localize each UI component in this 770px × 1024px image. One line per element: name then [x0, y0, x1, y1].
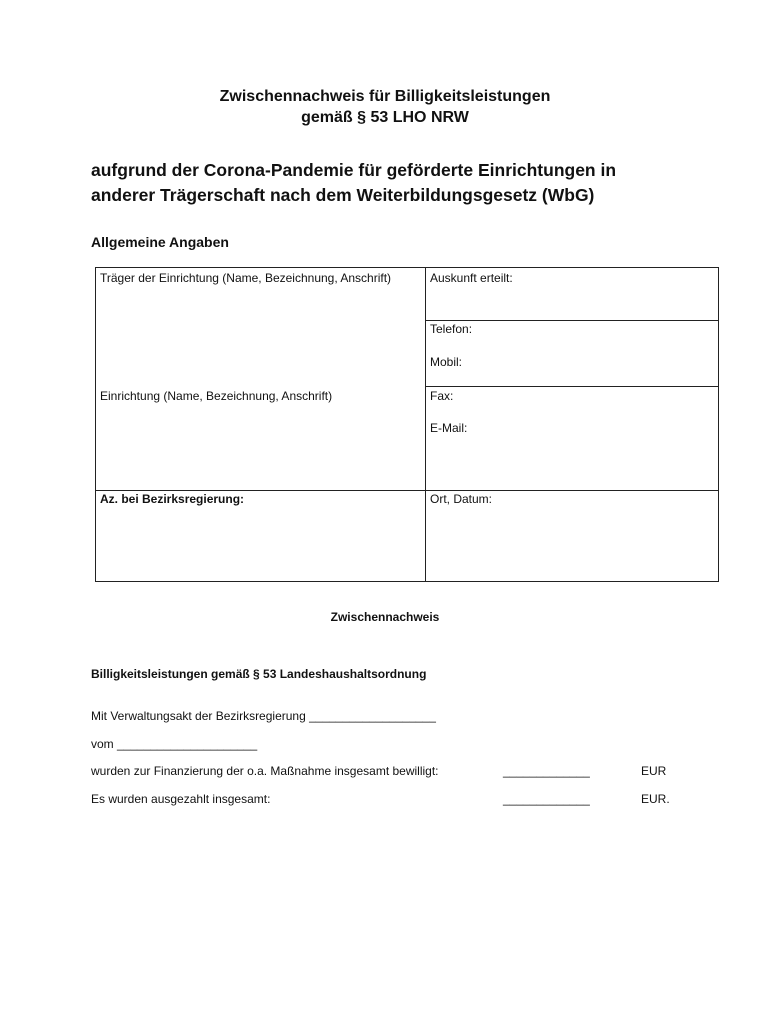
table-row-divider	[425, 386, 719, 387]
einrichtung-field[interactable]: Einrichtung (Name, Bezeichnung, Anschrift)	[100, 389, 333, 403]
document-title	[0, 86, 770, 128]
document-subtitle	[91, 158, 711, 208]
email-field[interactable]: E-Mail:	[430, 421, 468, 435]
telefon-field[interactable]: Telefon:	[430, 322, 473, 336]
table-row-divider	[425, 320, 719, 321]
bewilligt-amount-field[interactable]: _____________	[503, 764, 590, 778]
mobil-field[interactable]: Mobil:	[430, 355, 463, 369]
ausgezahlt-amount-field[interactable]: _____________	[503, 792, 590, 806]
ausgezahlt-line: Es wurden ausgezahlt insgesamt:	[91, 792, 271, 806]
subtitle-line-1: aufgrund der Corona-Pandemie für geförderte Einrichtungen in	[91, 160, 617, 180]
fax-field[interactable]: Fax:	[430, 389, 454, 403]
ort-datum-field[interactable]: Ort, Datum:	[430, 492, 493, 506]
ausgezahlt-currency: EUR.	[641, 792, 670, 806]
proof-section-title: Billigkeitsleistungen gemäß § 53 Landeshaushaltsordnung	[91, 667, 427, 681]
general-info-table	[95, 267, 719, 582]
bewilligt-line: wurden zur Finanzierung der o.a. Maßnahme insgesamt bewilligt:	[91, 764, 439, 778]
table-row-divider	[96, 490, 718, 491]
title-line-2: gemäß § 53 LHO NRW	[301, 109, 469, 126]
general-info-heading: Allgemeine Angaben	[91, 234, 229, 250]
proof-heading: Zwischennachweis	[330, 610, 440, 624]
bewilligt-currency: EUR	[641, 764, 667, 778]
verwaltungsakt-line[interactable]: Mit Verwaltungsakt der Bezirksregierung ___________________	[91, 709, 436, 723]
az-field[interactable]: Az. bei Bezirksregierung:	[100, 492, 245, 506]
subtitle-line-2: anderer Trägerschaft nach dem Weiterbildungsgesetz (WbG)	[91, 185, 595, 205]
auskunft-field[interactable]: Auskunft erteilt:	[430, 271, 513, 285]
traeger-field[interactable]: Träger der Einrichtung (Name, Bezeichnung, Anschrift)	[100, 271, 392, 285]
title-line-1: Zwischennachweis für Billigkeitsleistungen	[219, 88, 551, 105]
table-column-divider	[425, 268, 426, 581]
vom-line[interactable]: vom _____________________	[91, 737, 258, 751]
